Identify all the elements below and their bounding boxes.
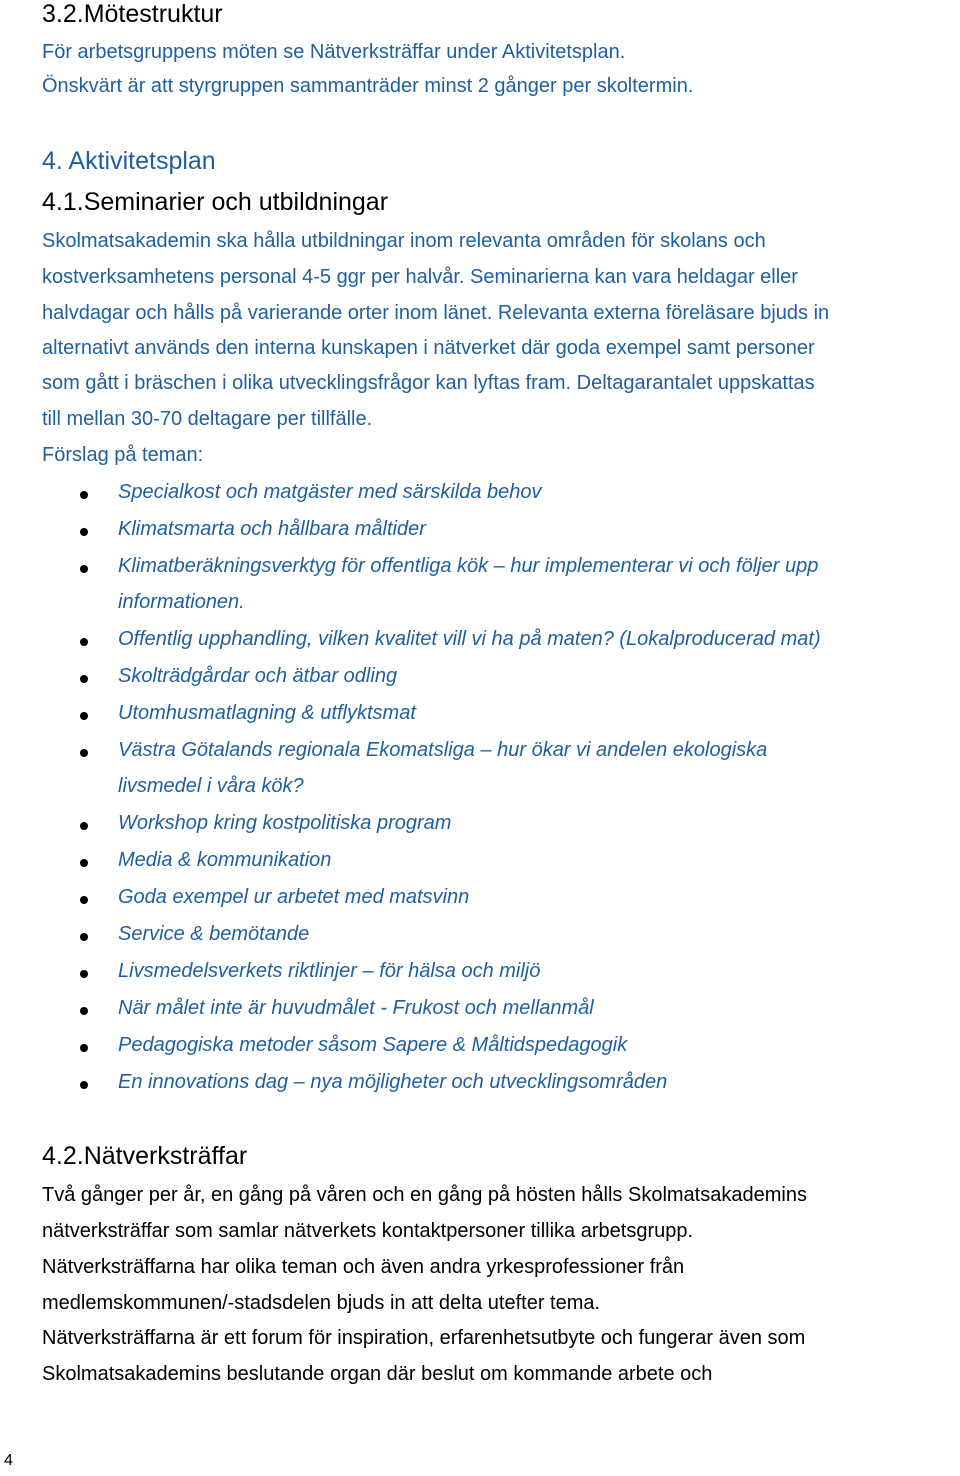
list-item-text: Offentlig upphandling, vilken kvalitet vill vi ha på maten? (Lokalproducerad mat): [118, 628, 821, 650]
paragraph-line: kostverksamhetens personal 4-5 ggr per halvår. Seminarierna kan vara heldagar eller: [42, 266, 798, 288]
list-item-text: Klimatsmarta och hållbara måltider: [118, 518, 426, 540]
list-item-text: Service & bemötande: [118, 923, 310, 945]
list-item-text: Pedagogiska metoder såsom Sapere & Måltidspedagogik: [118, 1034, 628, 1056]
bullet-icon: [80, 933, 88, 941]
paragraph-line: alternativt används den interna kunskapen i nätverket där goda exempel samt personer: [42, 337, 815, 359]
paragraph-line: halvdagar och hålls på varierande orter inom länet. Relevanta externa föreläsare bjuds in: [42, 302, 830, 324]
section-heading-4: 4. Aktivitetsplan: [42, 147, 216, 175]
bullet-icon: [80, 749, 88, 757]
list-item-text: informationen.: [118, 591, 245, 613]
paragraph-line: Önskvärt är att styrgruppen sammanträder minst 2 gånger per skoltermin.: [42, 75, 694, 97]
bullet-icon: [80, 1007, 88, 1015]
paragraph-line: medlemskommunen/-stadsdelen bjuds in att delta utefter tema.: [42, 1292, 601, 1314]
bullet-icon: [80, 565, 88, 573]
paragraph-line: nätverksträffar som samlar nätverkets kontaktpersoner tillika arbetsgrupp.: [42, 1220, 694, 1242]
paragraph-line: För arbetsgruppens möten se Nätverksträffar under Aktivitetsplan.: [42, 41, 626, 63]
paragraph-line: Skolmatsakademins beslutande organ där beslut om kommande arbete och: [42, 1363, 713, 1385]
bullet-icon: [80, 1044, 88, 1052]
list-item-text: Skolträdgårdar och ätbar odling: [118, 665, 398, 687]
section-heading-3-2: 3.2.Mötestruktur: [42, 0, 223, 28]
bullet-icon: [80, 528, 88, 536]
themes-label: Förslag på teman:: [42, 444, 204, 466]
bullet-icon: [80, 712, 88, 720]
list-item-text: När målet inte är huvudmålet - Frukost och mellanmål: [118, 997, 594, 1019]
page-number: 4: [4, 1452, 13, 1469]
list-item-text: En innovations dag – nya möjligheter och utvecklingsområden: [118, 1071, 668, 1093]
section-heading-4-1: 4.1.Seminarier och utbildningar: [42, 188, 389, 216]
bullet-icon: [80, 896, 88, 904]
list-item-text: Utomhusmatlagning & utflyktsmat: [118, 702, 416, 724]
bullet-icon: [80, 675, 88, 683]
list-item-text: Workshop kring kostpolitiska program: [118, 812, 452, 834]
list-item-text: Livsmedelsverkets riktlinjer – för hälsa och miljö: [118, 960, 541, 982]
section-heading-4-2: 4.2.Nätverksträffar: [42, 1142, 248, 1170]
bullet-icon: [80, 1081, 88, 1089]
paragraph-line: Nätverksträffarna är ett forum för inspiration, erfarenhetsutbyte och fungerar även som: [42, 1327, 806, 1349]
list-item-text: Goda exempel ur arbetet med matsvinn: [118, 886, 470, 908]
paragraph-line: Skolmatsakademin ska hålla utbildningar inom relevanta områden för skolans och: [42, 230, 766, 252]
list-item-text: Media & kommunikation: [118, 849, 332, 871]
bullet-icon: [80, 638, 88, 646]
list-item-text: Klimatberäkningsverktyg för offentliga kök – hur implementerar vi och följer upp: [118, 555, 819, 577]
bullet-icon: [80, 970, 88, 978]
bullet-icon: [80, 822, 88, 830]
paragraph-line: som gått i bräschen i olika utvecklingsfrågor kan lyftas fram. Deltagarantalet uppskattas: [42, 372, 815, 394]
paragraph-line: Två gånger per år, en gång på våren och en gång på hösten hålls Skolmatsakademins: [42, 1184, 807, 1206]
bullet-icon: [80, 491, 88, 499]
list-item-text: Specialkost och matgäster med särskilda behov: [118, 481, 542, 503]
paragraph-line: Nätverksträffarna har olika teman och även andra yrkesprofessioner från: [42, 1256, 685, 1278]
paragraph-line: till mellan 30-70 deltagare per tillfälle.: [42, 408, 373, 430]
list-item-text: Västra Götalands regionala Ekomatsliga – hur ökar vi andelen ekologiska: [118, 739, 768, 761]
bullet-icon: [80, 859, 88, 867]
list-item-text: livsmedel i våra kök?: [118, 775, 304, 797]
